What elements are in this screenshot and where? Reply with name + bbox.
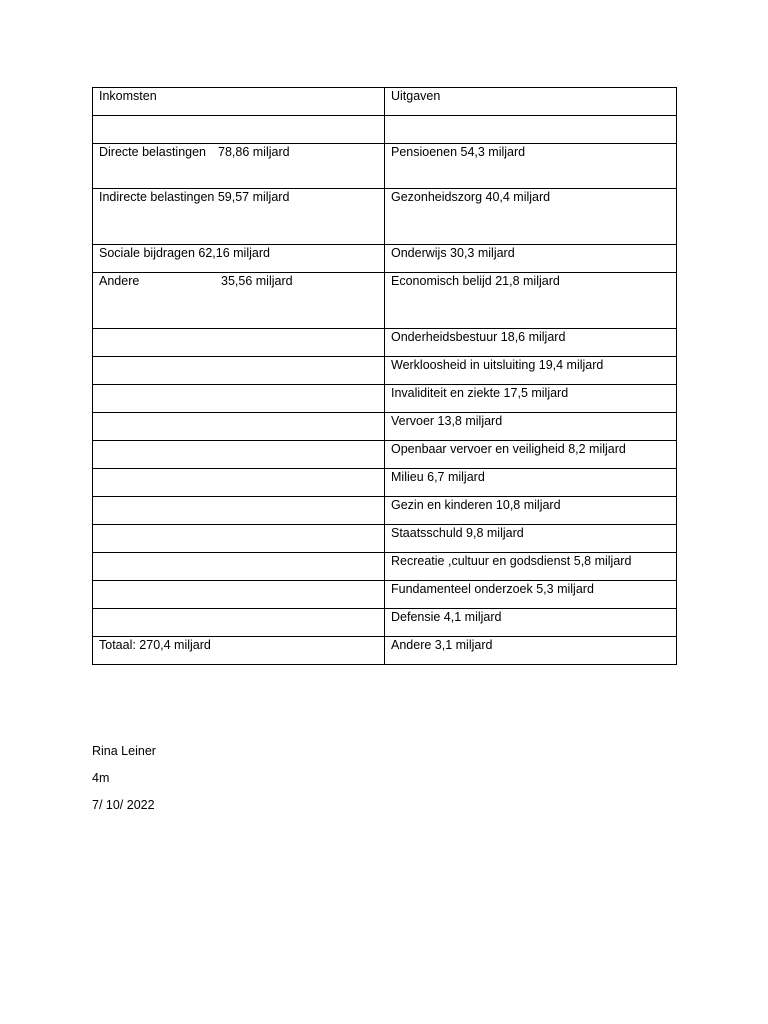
author-block [92,742,156,823]
table-row [93,273,677,329]
table-cell-right: Fundamenteel onderzoek 5,3 miljard [385,581,677,609]
table-cell-left [93,116,385,144]
table-cell-right: Economisch belijd 21,8 miljard [385,273,677,329]
table-cell-right: Onderwijs 30,3 miljard [385,245,677,273]
table-header-row [93,88,677,116]
table-row [93,553,677,581]
table-row [93,385,677,413]
table-row [93,441,677,469]
table-cell-right: Staatsschuld 9,8 miljard [385,525,677,553]
table-row [93,609,677,637]
income-value: 35,56 miljard [221,274,293,288]
table-cell-left [93,329,385,357]
table-cell-left [93,413,385,441]
table-row [93,581,677,609]
table-cell-left [93,273,385,329]
table-cell-right: Invaliditeit en ziekte 17,5 miljard [385,385,677,413]
table-cell-left [93,581,385,609]
table-cell-left [93,525,385,553]
header-uitgaven: Uitgaven [385,88,677,116]
budget-table [92,87,677,665]
document-date: 7/ 10/ 2022 [92,798,155,812]
table-cell-left [93,441,385,469]
table-row-total [93,637,677,665]
table-cell-left [93,609,385,637]
table-cell-right [385,116,677,144]
table-cell-right: Gezonheidszorg 40,4 miljard [385,189,677,245]
table-cell-left [93,385,385,413]
table-row [93,357,677,385]
table-row [93,525,677,553]
table-cell-right: Vervoer 13,8 miljard [385,413,677,441]
table-cell-right: Milieu 6,7 miljard [385,469,677,497]
table-row [93,469,677,497]
table-row [93,116,677,144]
author-name: Rina Leiner [92,744,156,758]
table-cell-left [93,469,385,497]
table-cell-right: Recreatie ,cultuur en godsdienst 5,8 miljard [385,553,677,581]
table-cell-right: Andere 3,1 miljard [385,637,677,665]
table-row [93,497,677,525]
table-row [93,189,677,245]
table-cell-right: Defensie 4,1 miljard [385,609,677,637]
table-cell-right: Onderheidsbestuur 18,6 miljard [385,329,677,357]
table-row [93,245,677,273]
author-class: 4m [92,771,110,785]
table-cell-right: Pensioenen 54,3 miljard [385,144,677,189]
table-row [93,413,677,441]
table-cell-left [93,553,385,581]
table-cell-right: Werkloosheid in uitsluiting 19,4 miljard [385,357,677,385]
income-value: 78,86 miljard [218,145,290,159]
table-cell-right: Gezin en kinderen 10,8 miljard [385,497,677,525]
header-inkomsten: Inkomsten [93,88,385,116]
table-cell-left: Sociale bijdragen 62,16 miljard [93,245,385,273]
table-cell-left: Indirecte belastingen 59,57 miljard [93,189,385,245]
total-cell: Totaal: 270,4 miljard [93,637,385,665]
income-label: Directe belastingen [99,145,207,159]
table-cell-left [93,497,385,525]
table-cell-left [93,144,385,189]
income-label: Andere [99,274,140,288]
table-row [93,144,677,189]
table-cell-right: Openbaar vervoer en veiligheid 8,2 miljard [385,441,677,469]
table-row [93,329,677,357]
table-cell-left [93,357,385,385]
